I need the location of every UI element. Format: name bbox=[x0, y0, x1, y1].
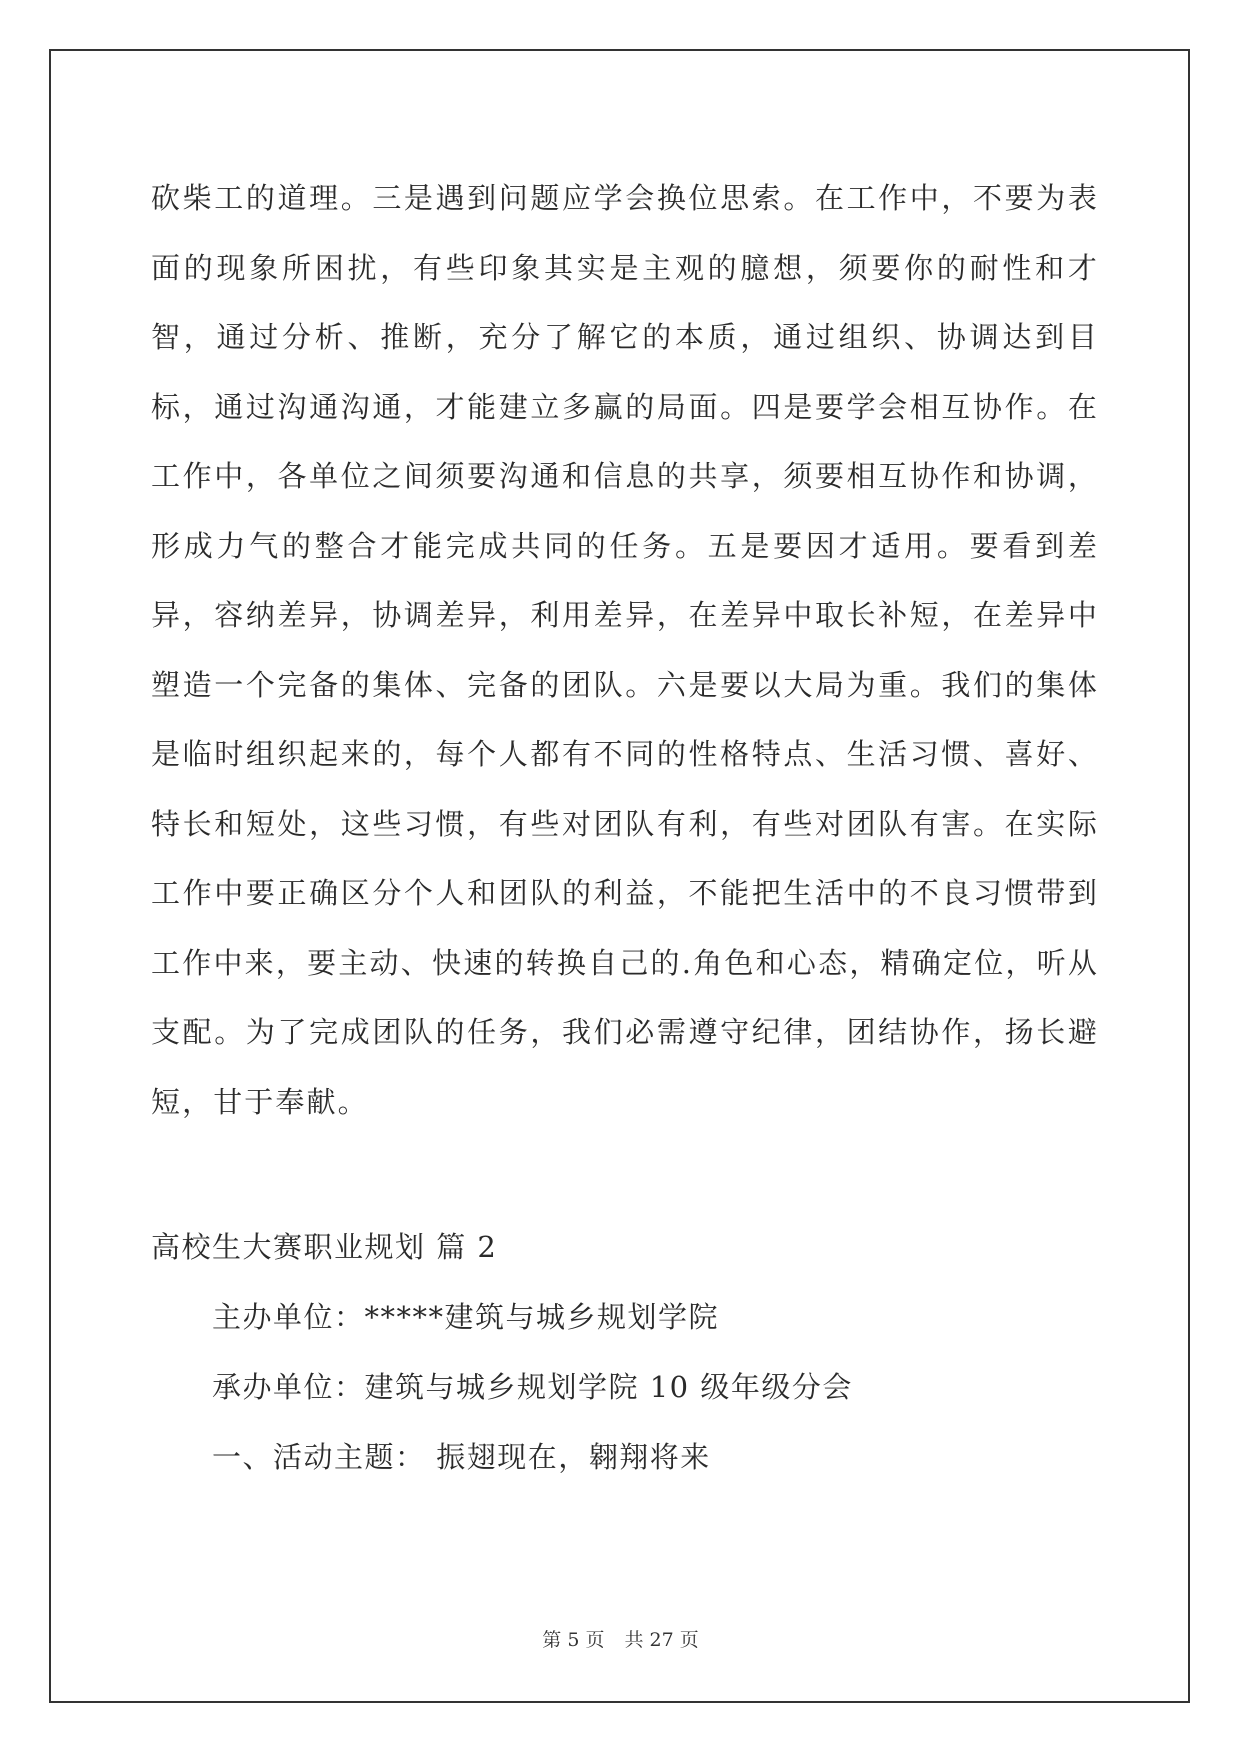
page-footer bbox=[0, 1628, 1241, 1652]
body-paragraph: 砍柴工的道理。三是遇到问题应学会换位思索。在工作中，不要为表面的现象所困扰，有些印象其实是主观的臆想，须要你的耐性和才智，通过分析、推断，充分了解它的本质，通过组织、协调达到目标，通过沟通沟通，才能建立多赢的局面。四是要学会相互协作。在工作中，各单位之间须要沟通和信息的共享，须要相互协作和协调，形成力气的整合才能完成共同的任务。五是要因才适用。要看到差异，容纳差异，协调差异，利用差异，在差异中取长补短，在差异中塑造一个完备的集体、完备的团队。六是要以大局为重。我们的集体是临时组织起来的，每个人都有不同的性格特点、生活习惯、喜好、特长和短处，这些习惯，有些对团队有利，有些对团队有害。在实际工作中要正确区分个人和团队的利益，不能把生活中的不良习惯带到工作中来，要主动、快速的转换自己的.角色和心态，精确定位，听从支配。为了完成团队的任务，我们必需遵守纪律，团结协作，扬长避短，甘于奉献。 bbox=[151, 181, 1099, 1119]
activity-theme-line: 一、活动主题： 振翅现在，翱翔将来 bbox=[212, 1440, 711, 1474]
organizer-line: 主办单位：*****建筑与城乡规划学院 bbox=[212, 1300, 720, 1334]
body-text-block bbox=[151, 164, 1099, 1137]
section-heading: 高校生大赛职业规划 篇 2 bbox=[151, 1230, 498, 1264]
co-organizer-line: 承办单位：建筑与城乡规划学院 10 级年级分会 bbox=[212, 1370, 853, 1404]
page-number-total: 共 27 页 bbox=[624, 1629, 699, 1651]
page-number-current: 第 5 页 bbox=[542, 1629, 605, 1651]
